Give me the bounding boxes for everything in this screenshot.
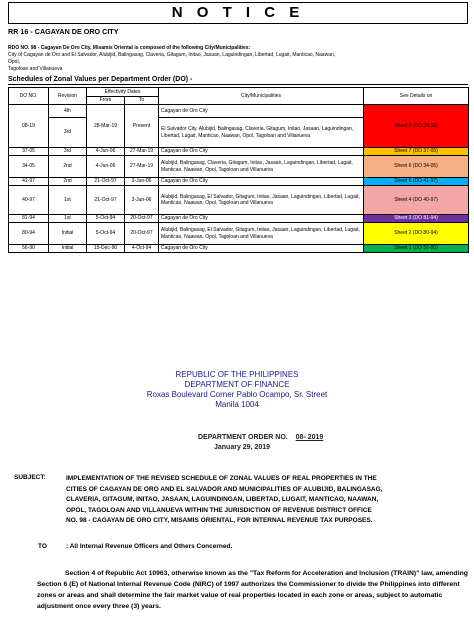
cities-list (8, 52, 468, 73)
table-row (9, 245, 469, 253)
col-header-do: DO NO. (9, 88, 49, 105)
subject-line: OPOL, TAGOLOAN AND VILLANUEVA WITHIN THE JURISDICTION OF REVENUE DISTRICT OFFICE (66, 506, 372, 514)
cell-to: 3-Jun-06 (125, 178, 159, 186)
cell-do: 34-05 (9, 156, 49, 178)
department-order (198, 434, 323, 441)
cell-do: 08-19 (9, 105, 49, 148)
cities-line: Tagoloan and Villanueva (8, 66, 63, 72)
cell-revision: 1st (49, 215, 87, 223)
col-header-to: To (125, 97, 159, 105)
subject-text (66, 474, 471, 527)
cell-city: Alubijid, Balingasag, Claveria, Gitagum, Initao, Jasaan, Laguindingan, Libertad, Lugait, Manticao, Naawan, Opol, Tagoloan and Villanueva (159, 156, 364, 178)
cell-do: 40-97 (9, 186, 49, 215)
body-paragraph-text: Section 4 of Republic Act 10963, otherwise known as the "Tax Reform for Acceleration and Inclusion (TRAIN)" law, amending Section 6 (E) of National Internal Revenue Code (NIRC) of 1997 authorizes the Commissioner to divide the Philippines into different zones or areas and shall determine the fair market value of real properties located in each zone or areas, subject to automatic adjustment once every three (3) years. (37, 570, 468, 610)
col-header-cities: City/Municipalities (159, 88, 364, 105)
department-order-number: 08- 2019 (295, 434, 324, 441)
to-label: TO (38, 543, 47, 550)
cell-revision: Initial (49, 223, 87, 245)
cell-to: Present (125, 105, 159, 148)
cell-from: 4-Jun-06 (87, 148, 125, 156)
table-row (9, 156, 469, 178)
cell-revision: 1st (49, 186, 87, 215)
sheet-link[interactable]: Sheet 4 (DO 40-97) (364, 186, 469, 215)
memo-header (0, 370, 474, 410)
cell-do: 56-90 (9, 245, 49, 253)
sheet-link[interactable]: Sheet 3 (DO 81-94) (364, 215, 469, 223)
cell-to: 20-Oct-97 (125, 215, 159, 223)
notice-title: N O T I C E (171, 4, 305, 21)
sheet-link[interactable]: Sheet 8 (DO 08-19) (364, 105, 469, 148)
cell-city: Cagayan de Oro City (159, 245, 364, 253)
cell-revision: 2nd (49, 178, 87, 186)
cell-city: Cagayan de Oro City (159, 148, 364, 156)
cell-from: 5-Oct-94 (87, 215, 125, 223)
col-header-effectivity: Effectivity Dates (87, 88, 159, 97)
col-header-from: From (87, 97, 125, 105)
cell-city: Cagayan de Oro City (159, 178, 364, 186)
cell-from: 21-Oct-97 (87, 186, 125, 215)
cell-to: 27-Mar-19 (125, 156, 159, 178)
table-row (9, 215, 469, 223)
cell-from: 5-Oct-94 (87, 223, 125, 245)
sheet-link[interactable]: Sheet 7 (DO 37-05) (364, 148, 469, 156)
cell-to: 3-Jun-06 (125, 186, 159, 215)
subject-label: SUBJECT: (14, 474, 46, 481)
sheet-link[interactable]: Sheet 5 (DO 41-97) (364, 178, 469, 186)
cell-from: 21-Oct-97 (87, 178, 125, 186)
revenue-region: RR 16 - CAGAYAN DE ORO CITY (8, 27, 119, 36)
cities-line: City of Cagayan de Oro and El Salvador, Alubijid, Balingasag, Claveria, Gitagum, Initao, Jasaan, Laguindingan, Libertad, Lugait, Manticao, Naawan, (8, 52, 336, 58)
table-row (9, 148, 469, 156)
department-order-label: DEPARTMENT ORDER NO. (198, 434, 288, 441)
sheet-link[interactable]: Sheet 1 (DO 56-90) (364, 245, 469, 253)
zonal-values-table (8, 87, 469, 253)
cell-do: 37-05 (9, 148, 49, 156)
table-row (9, 105, 469, 118)
subject-line: IMPLEMENTATION OF THE REVISED SCHEDULE OF ZONAL VALUES OF REAL PROPERTIES IN THE (66, 475, 377, 482)
cell-city: Alubijid, Balingasag, El Salvador, Gitagum, Initao, Jasaan, Laguindingan, Libertad, Lugait, Manticao, Naawan, Opol, Tagoloan and Villanueva (159, 186, 364, 215)
cell-city: Alubijid, Balingasag, El Salvador, Gitagum, Initao, Jasaan, Laguindingan, Libertad, Lugait, Manticao, Naawan, Opol, Tagoloan and Villanueva (159, 223, 364, 245)
cell-do: 41-97 (9, 178, 49, 186)
cities-line: Opol, (8, 59, 20, 65)
schedule-title: Schedules of Zonal Values per Department Order (DO) - (8, 76, 468, 85)
sheet-link[interactable]: Sheet 6 (DO 34-05) (364, 156, 469, 178)
table-row (9, 178, 469, 186)
notice-header (8, 2, 468, 24)
cell-to: 4-Oct-94 (125, 245, 159, 253)
cell-city: Cagayan de Oro City (159, 105, 364, 118)
subject-line: CITIES OF CAGAYAN DE ORO AND EL SALVADOR AND MUNICIPALITIES OF ALUBIJID, BALINGASAG, (66, 485, 383, 493)
rdo-description: RDO NO. 98 - Cagayan De Oro City, Misamis Oriental is composed of the following City/Municipalities: (8, 45, 251, 51)
cell-revision: 4th (49, 105, 87, 118)
subject-line: CLAVERIA, GITAGUM, INITAO, JASAAN, LAGUINDINGAN, LIBERTAD, LUGAIT, MANTICAO, NAAWAN, (66, 496, 379, 503)
cell-revision: Initial (49, 245, 87, 253)
cell-revision: 2nd (49, 156, 87, 178)
department-order-date: January 29, 2019 (214, 444, 271, 451)
col-header-see: See Details on (364, 88, 469, 105)
memo-republic: REPUBLIC OF THE PHILIPPINES (175, 370, 299, 379)
table-row (9, 186, 469, 215)
to-recipients: : All Internal Revenue Officers and Others Concerned. (66, 543, 233, 550)
cell-city: Cagayan de Oro City (159, 215, 364, 223)
cell-from: 4-Jun-06 (87, 156, 125, 178)
subject-line: NO. 98 - CAGAYAN DE ORO CITY, MISAMIS ORIENTAL, FOR INTERNAL REVENUE TAX PURPOSES. (66, 517, 373, 524)
cell-from: 15-Dec-90 (87, 245, 125, 253)
memo-department: DEPARTMENT OF FINANCE (184, 380, 290, 389)
cell-do: 80-94 (9, 223, 49, 245)
cell-revision: 3rd (49, 118, 87, 148)
memo-address: Roxas Boulevard Corner Pablo Ocampo, Sr. Street (146, 390, 328, 399)
cell-from: 28-Mar-19 (87, 105, 125, 148)
table-row (9, 223, 469, 245)
cell-do: 81-94 (9, 215, 49, 223)
col-header-revision: Revision (49, 88, 87, 105)
sheet-link[interactable]: Sheet 2 (DO 80-94) (364, 223, 469, 245)
cell-revision: 3rd (49, 148, 87, 156)
notice-sheet (8, 2, 468, 253)
cell-city: El Salvador City. Alubijid, Balingasag, Claveria, Gitagum, Initao, Jasaan, Laguindingan, Libertad, Lugait, Manticao, Naawan, Opol, Tagoloan and Villanueva (159, 118, 364, 148)
body-paragraph (37, 568, 469, 612)
memo-city: Manila 1004 (215, 400, 259, 409)
cell-to: 27-Mar-19 (125, 148, 159, 156)
cell-to: 20-Oct-97 (125, 223, 159, 245)
